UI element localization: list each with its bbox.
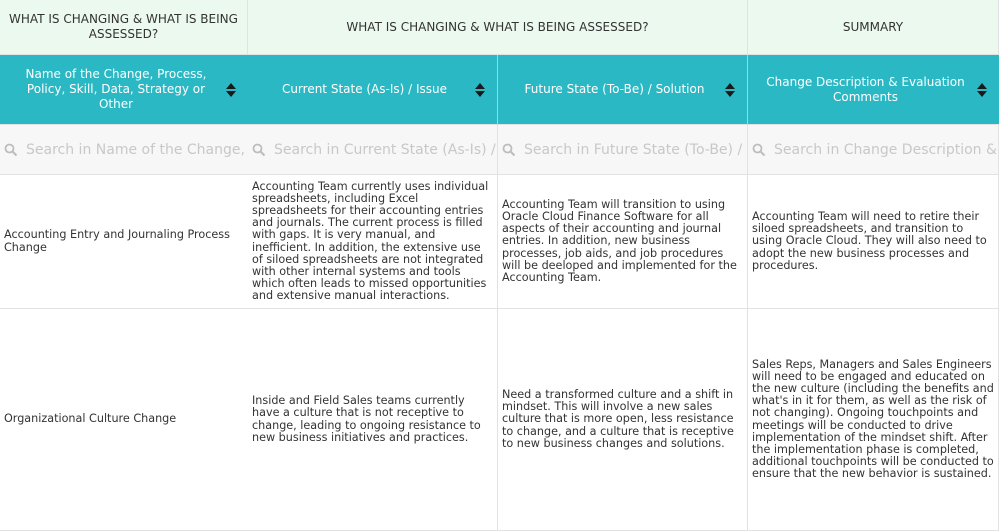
group-header-1 bbox=[0, 0, 248, 55]
sort-icon[interactable] bbox=[226, 83, 236, 97]
column-header-current-state[interactable] bbox=[248, 55, 498, 125]
group-header-label: WHAT IS CHANGING & WHAT IS BEING ASSESSED? bbox=[9, 12, 238, 41]
column-header-name[interactable] bbox=[0, 55, 248, 125]
search-icon bbox=[4, 143, 18, 157]
search-input-current-state[interactable] bbox=[266, 142, 497, 158]
search-cell-name bbox=[0, 125, 248, 175]
table-cell: Accounting Team will need to retire their siloed spreadsheets, and transition to using Oracle Cloud. They will also need to adopt the new business processes and procedures. bbox=[748, 175, 999, 309]
search-input-change-description[interactable] bbox=[766, 142, 998, 158]
search-cell-current-state bbox=[248, 125, 498, 175]
table-cell: Need a transformed culture and a shift in mindset. This will involve a new sales culture that is more open, less resistance to change, and a culture that is receptive to new business changes and solutions. bbox=[498, 309, 748, 531]
search-icon bbox=[502, 143, 516, 157]
column-header-future-state[interactable] bbox=[498, 55, 748, 125]
column-header-label: Change Description & Evaluation Comments bbox=[766, 74, 965, 104]
search-cell-future-state bbox=[498, 125, 748, 175]
group-header-2 bbox=[248, 0, 748, 55]
table-cell: Inside and Field Sales teams currently have a culture that is not receptive to change, leading to ongoing resistance to new business initiatives and practices. bbox=[248, 309, 498, 531]
search-icon bbox=[252, 143, 266, 157]
group-header-label: SUMMARY bbox=[842, 19, 904, 34]
column-header-change-description[interactable] bbox=[748, 55, 999, 125]
column-header-label: Future State (To-Be) / Solution bbox=[524, 82, 705, 96]
table-cell: Sales Reps, Managers and Sales Engineers will need to be engaged and educated on the new culture (including the benefits and what's in it for them, as well as the risk of not changing). Ongoing touchpoints and meetings will be conducted to drive implementation of the mindset shift. After the implementation phase is completed, additional touchpoints will be conducted to ensure that the new behavior is sustained. bbox=[748, 309, 999, 531]
column-header-label: Name of the Change, Process, Policy, Skill, Data, Strategy or Other bbox=[25, 67, 207, 111]
search-cell-change-description bbox=[748, 125, 999, 175]
table-cell: Accounting Team currently uses individual spreadsheets, including Excel spreadsheets for their accounting entries and journals. The current process is filled with gaps. It is very manual, and inefficient. In addition, the extensive use of siloed spreadsheets are not integrated with other internal systems and tools which often leads to missed opportunities and extensive manual interactions. bbox=[248, 175, 498, 309]
group-header-label: WHAT IS CHANGING & WHAT IS BEING ASSESSED? bbox=[346, 19, 649, 34]
sort-icon[interactable] bbox=[475, 83, 485, 97]
search-input-future-state[interactable] bbox=[516, 142, 747, 158]
search-input-name[interactable] bbox=[18, 142, 248, 158]
table-cell: Organizational Culture Change bbox=[0, 309, 248, 531]
search-icon bbox=[752, 143, 766, 157]
table-cell: Accounting Entry and Journaling Process Change bbox=[0, 175, 248, 309]
sort-icon[interactable] bbox=[725, 83, 735, 97]
sort-icon[interactable] bbox=[977, 83, 987, 97]
group-header-3 bbox=[748, 0, 999, 55]
table-cell: Accounting Team will transition to using Oracle Cloud Finance Software for all aspects of their accounting and journal entries. In addition, new business processes, job aids, and job procedures will be deeloped and implemented for the Accounting Team. bbox=[498, 175, 748, 309]
column-header-label: Current State (As-Is) / Issue bbox=[281, 82, 448, 96]
